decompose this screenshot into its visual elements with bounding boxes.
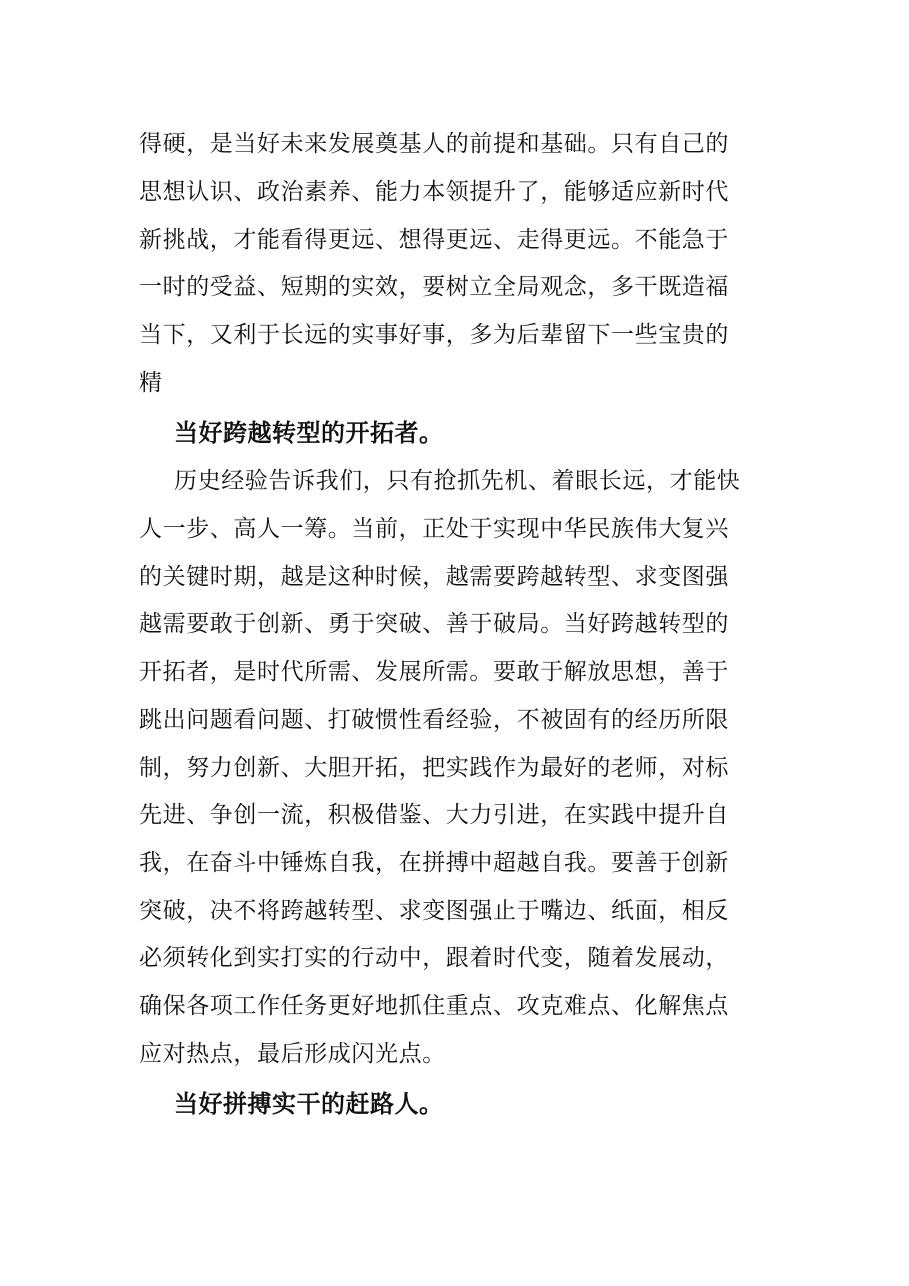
paragraph-line: 跳出问题看问题、打破惯性看经验，不被固有的经历所限 <box>139 707 729 733</box>
paragraph-line: 历史经验告诉我们，只有抢抓先机、着眼长远，才能快 <box>174 468 741 494</box>
paragraph-line: 突破，决不将跨越转型、求变图强止于嘴边、纸面，相反 <box>139 898 729 924</box>
paragraph-line: 的关键时期，越是这种时候，越需要跨越转型、求变图强 <box>139 564 729 590</box>
paragraph-line: 精 <box>139 370 163 396</box>
paragraph-line: 越需要敢于创新、勇于突破、善于破局。当好跨越转型的 <box>139 611 729 637</box>
paragraph-line: 新挑战，才能看得更远、想得更远、走得更远。不能急于 <box>139 227 729 253</box>
paragraph-line: 确保各项工作任务更好地抓住重点、攻克难点、化解焦点 <box>139 993 729 1019</box>
paragraph-line: 开拓者，是时代所需、发展所需。要敢于解放思想，善于 <box>139 659 729 685</box>
paragraph-line: 得硬，是当好未来发展奠基人的前提和基础。只有自己的 <box>139 131 729 157</box>
section-heading: 当好拼搏实干的赶路人。 <box>174 1090 444 1118</box>
paragraph-line: 必须转化到实打实的行动中，跟着时代变，随着发展动， <box>139 945 729 971</box>
paragraph-line: 应对热点，最后形成闪光点。 <box>139 1041 446 1067</box>
paragraph-line: 思想认识、政治素养、能力本领提升了，能够适应新时代 <box>139 179 729 205</box>
paragraph-line: 一时的受益、短期的实效，要树立全局观念，多干既造福 <box>139 274 729 300</box>
section-heading: 当好跨越转型的开拓者。 <box>174 419 444 447</box>
paragraph-line: 人一步、高人一筹。当前，正处于实现中华民族伟大复兴 <box>139 516 729 542</box>
paragraph-line: 先进、争创一流，积极借鉴、大力引进，在实践中提升自 <box>139 802 729 828</box>
paragraph-line: 制，努力创新、大胆开拓，把实践作为最好的老师，对标 <box>139 755 729 781</box>
paragraph-line: 当下，又利于长远的实事好事，多为后辈留下一些宝贵的 <box>139 322 729 348</box>
paragraph-line: 我，在奋斗中锤炼自我，在拼搏中超越自我。要善于创新 <box>139 850 729 876</box>
